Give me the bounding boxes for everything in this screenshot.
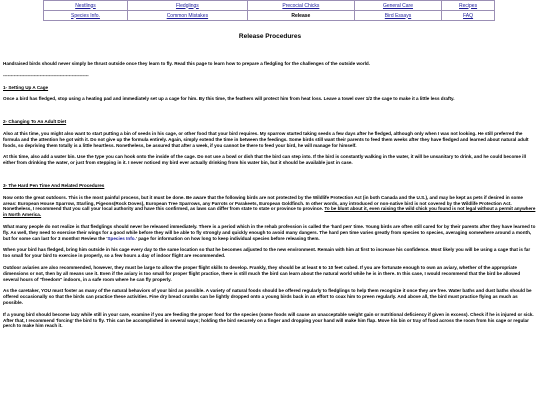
divider-line: --------------------------------------------------------	[3, 72, 89, 78]
section-1-paragraph: Once a bird has fledged, stop using a heating pad and immediately set up a cage for him. By this time, the feathers will protect him from heat loss. Leave a towel over 1/2 the cage to make it a little less drafty.	[3, 96, 455, 102]
nav-faq[interactable]: FAQ	[442, 11, 494, 20]
nav-row-1	[44, 1, 494, 10]
top-navigation	[43, 0, 495, 21]
page-title: Release Procedures	[238, 33, 302, 40]
article-body	[3, 61, 537, 335]
nav-row-2	[44, 11, 494, 20]
section-3-paragraph-5: As the caretaker, YOU must foster as many of the natural behaviors of your bird as possible. A variety of natural foods should be offered regularly to fledglings to help them recognize it once they are free. Water baths and dust baths should be offered occasionally so that the birds can practice these activities. Fine dry bread crumbs can be lightly dropped onto a young birds back in an effort to coax him to preen regularly. And above all, the bird must practice flying as much as possible.	[3, 288, 532, 305]
section-3-paragraph-6: If a young bird should become lazy while still in your care, examine if you are feeding the proper food for the species (some foods will cause an unacceptable weight gain or nutritional deficiency if given in excess). Check if he is injured or sick. After that, I recommend 'forcing' the bird to fly. This can be accomplished in several ways; holding the bird securely on a finger and dropping your hand will make him flap. Move his bin or tray of food across the room from his cage or regular perch to make him reach it.	[3, 311, 534, 329]
section-1-heading: 1- Setting Up A Cage	[3, 84, 49, 90]
nav-precocial-chicks[interactable]: Precocial Chicks	[248, 1, 354, 10]
intro-paragraph: Handraised birds should never simply be thrust outside once they learn to fly. Read this page to learn how to prepare a fledgling for the challenges of the outside world.	[3, 61, 370, 66]
species-info-link[interactable]: Species Info.	[107, 235, 136, 241]
section-2-paragraph-2: At this time, also add a water bin. Use the type you can hook onto the inside of the cage. Do not use a bowl or dish that the bird can step into. If the bird is constantly walking in the water, it will be unsanitary to drink, and he could become ill either from drinking the water, or just from stepping in it. I never noticed my bird ever actually drinking from his water bin, but it should be available just in case.	[3, 154, 526, 166]
nav-recipes[interactable]: Recipes	[442, 1, 494, 10]
hard-pen-text-end: ' page for information on how long to keep individual species before releasing them.	[135, 235, 320, 241]
hard-pen-text: What many people do not realize is that fledglings should never be released immediately. There is a period which in the rehab profession is called the 'hard pen' time. Young birds are often still cared for by their parents after they have learned to fly. As well, they need to exercise their wings for a good while before they will be able to fly strongly and quickly enough to avoid many dangers. The hard pen time varies greatly from species to species, averaging somewhere around a month, but for some can last for 3 months! Review the '	[3, 223, 536, 241]
nav-bird-essays[interactable]: Bird Essays	[355, 11, 441, 20]
nav-nestlings[interactable]: Nestlings	[44, 1, 127, 10]
nav-general-care[interactable]: General Care	[355, 1, 441, 10]
section-3-paragraph-1	[3, 195, 537, 218]
section-2-heading: 2- Changing To An Adult Diet	[3, 119, 67, 125]
nav-species-info[interactable]: Species Info.	[44, 11, 127, 20]
permit-warning: To be blunt about it, even raising the wild chick you found is not legal without a permit anywhere in North America.	[3, 206, 536, 218]
legal-note: Now onto the great outdoors. This is the most painful process, but it must be done. Be aware that the following birds are not protected by the Wildlife Protection Act (in both Canada and the U.S.), and may be kept as pets if desired in some areas: European House Sparrow, Starling, Pigeons(Rock Doves), European Tree Sparrows, any Parrots or Parakeets, European Goldfinch. In other words, any introduced or non-native bird is not covered by the Wildlife Protection Act. Nonetheless, I recommend that you call your local authority and have this confirmed, as laws can differ from state to state or province to province.	[3, 194, 523, 212]
nav-release-current: Release	[248, 11, 354, 20]
section-3-paragraph-4: Outdoor aviaries are also recommended, however, they must be large to allow the proper flight skills to develop. Frankly, they should be at least 6 to 10 feet cubed. If you are fortunate enough to own an aviary, whether of the appropriate dimensions or not, then by all means use it. Even if the aviary is too small for proper flight practice, there is still much the bird can learn about the natural world while he is in there. In this case, I would recommend that the bird be allowed several hours of "freedom" indoors, in a safe room where he can fly properly.	[3, 264, 521, 282]
section-3-heading: 3- The Hard Pen Time And Related Procedures	[3, 182, 105, 188]
nav-fledglings[interactable]: Fledglings	[128, 1, 247, 10]
section-3-paragraph-2	[3, 224, 537, 241]
section-2-paragraph-1: Also at this time, you might also want to start putting a bin of seeds in his cage, or other food that your bird requires. My sparrow started taking seeds a few days after he fledged, although only when I was not looking. He still preferred the formula and the attention he got with it. Do not give up the formula entirely. Again, simply extend the time in between the feedings. Some birds still want their parents to feed them weeks after they have fledged and learned about natural adult foods, so depriving them totally is a little heartless. Nonetheless, be assured that after a week, if you cannot be there to feed your bird, he will manage for himself.	[3, 130, 529, 148]
nav-common-mistakes[interactable]: Common Mistakes	[128, 11, 247, 20]
section-3-paragraph-3: When your bird has fledged, bring him outside in his cage every day to the same location so that he becomes adjusted to the new environment. Remain with him at first to increase his confidence. Most likely you will be using a cage that is far too small for your bird to exercise in properly, so a few hours a day of indoor flight are recommended.	[3, 247, 531, 259]
